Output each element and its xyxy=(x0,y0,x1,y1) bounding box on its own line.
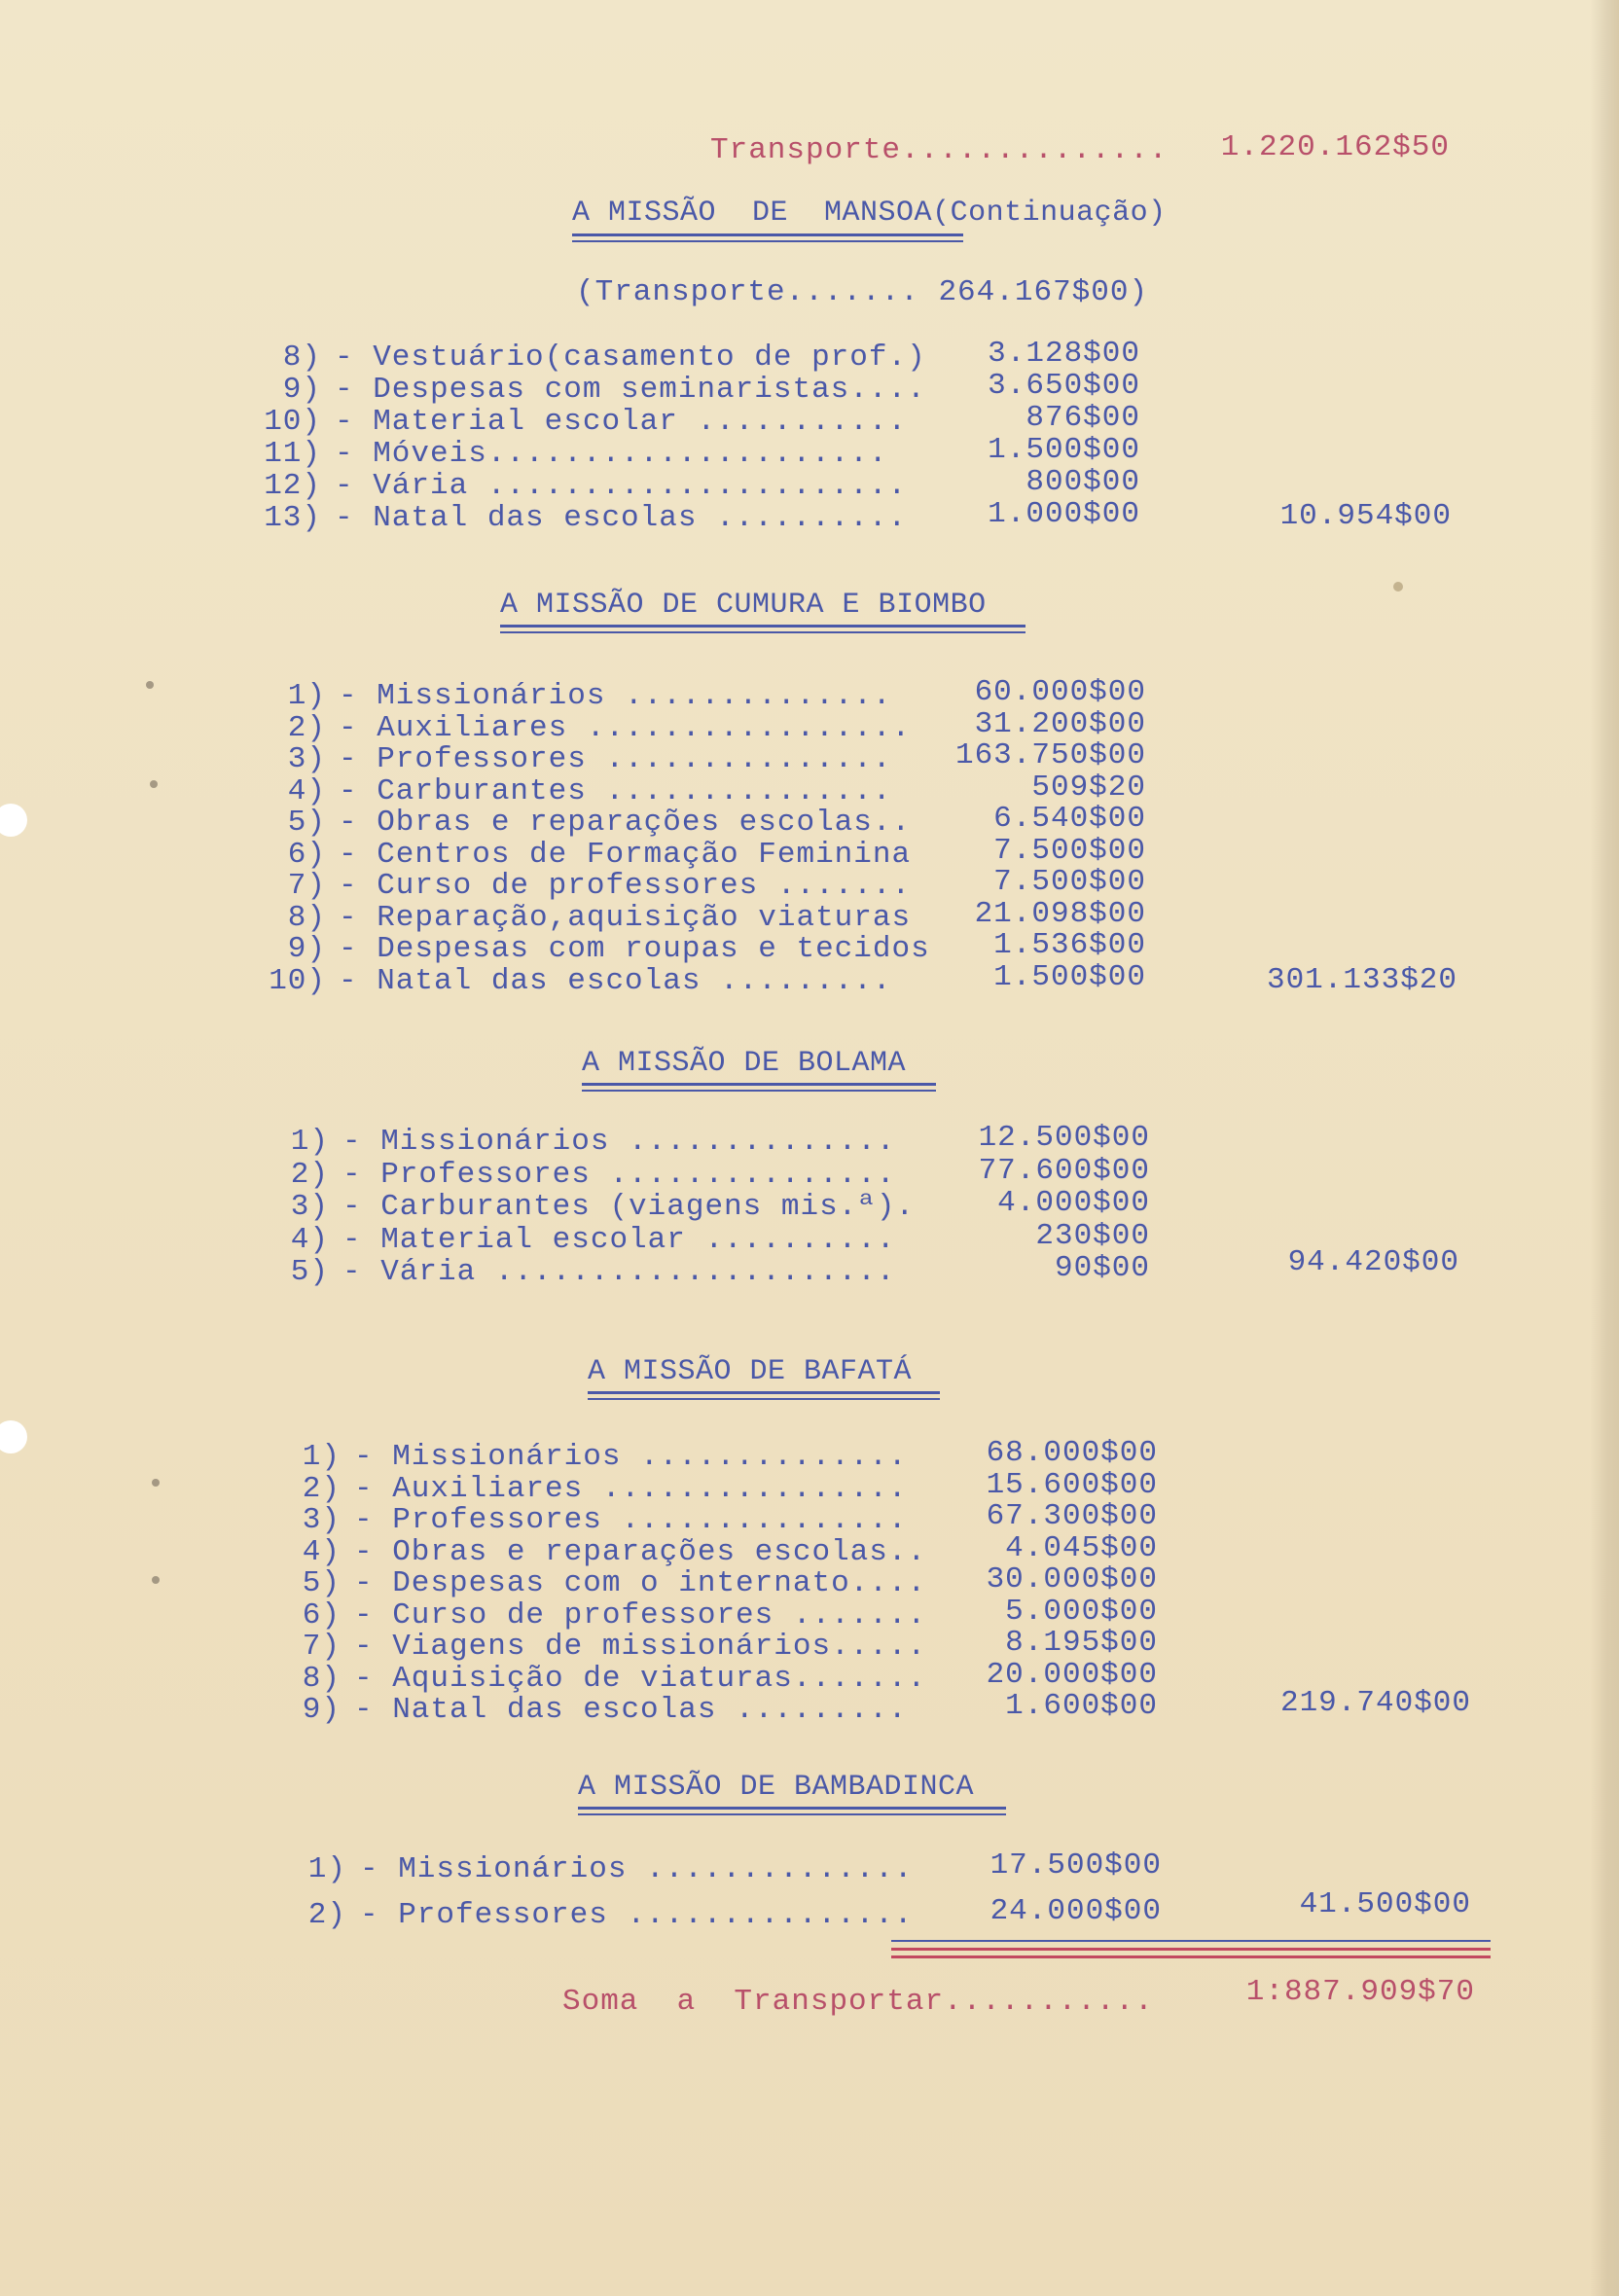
item-value: 230$00 xyxy=(1035,1219,1150,1253)
item-number: 1) xyxy=(287,679,326,713)
item-number: 13) xyxy=(264,501,321,535)
item-number: 3) xyxy=(287,742,326,776)
item-value: 1.500$00 xyxy=(993,960,1146,994)
section-title-cumura: A MISSÃO DE CUMURA E BIOMBO xyxy=(500,589,987,622)
item-label: - Vária ..................... xyxy=(342,1255,896,1289)
item-number: 10) xyxy=(269,964,326,998)
item-value: 31.200$00 xyxy=(974,707,1146,741)
item-number: 1) xyxy=(307,1852,346,1886)
section-total: 94.420$00 xyxy=(1287,1245,1459,1279)
item-number: 6) xyxy=(302,1598,341,1632)
item-number: 1) xyxy=(290,1125,329,1159)
item-label: - Natal das escolas .......... xyxy=(335,501,908,535)
item-number: 1) xyxy=(302,1440,341,1474)
item-value: 800$00 xyxy=(1025,465,1140,499)
item-label: - Obras e reparações escolas.. xyxy=(339,806,912,840)
item-value: 5.000$00 xyxy=(1005,1595,1158,1629)
item-value: 3.128$00 xyxy=(988,337,1140,371)
item-number: 2) xyxy=(302,1472,341,1506)
item-value: 77.600$00 xyxy=(978,1154,1150,1188)
item-label: - Despesas com roupas e tecidos xyxy=(339,932,930,966)
item-label: - Natal das escolas ......... xyxy=(354,1693,908,1727)
section-total: 41.500$00 xyxy=(1299,1887,1471,1921)
item-value: 7.500$00 xyxy=(993,834,1146,868)
item-value: 6.540$00 xyxy=(993,802,1146,836)
item-value: 1.500$00 xyxy=(988,433,1140,467)
item-label: - Auxiliares ................. xyxy=(339,711,912,745)
item-label: - Missionários .............. xyxy=(360,1852,914,1886)
item-value: 60.000$00 xyxy=(974,675,1146,709)
item-label: - Viagens de missionários..... xyxy=(354,1630,927,1664)
item-value: 17.500$00 xyxy=(989,1848,1162,1883)
item-label: - Móveis..................... xyxy=(335,437,888,471)
title-underline xyxy=(572,240,963,242)
total-rule-red xyxy=(891,1955,1491,1958)
paper-edge-shadow xyxy=(1590,0,1619,2296)
item-number: 5) xyxy=(290,1255,329,1289)
item-value: 12.500$00 xyxy=(978,1121,1150,1155)
section-title-bolama: A MISSÃO DE BOLAMA xyxy=(582,1047,907,1080)
item-value: 509$20 xyxy=(1031,771,1146,805)
item-label: - Despesas com o internato.... xyxy=(354,1566,927,1600)
item-number: 12) xyxy=(264,469,321,503)
item-number: 6) xyxy=(287,838,326,872)
transport-value: 1.220.162$50 xyxy=(1220,130,1450,164)
item-value: 24.000$00 xyxy=(989,1894,1162,1928)
item-label: - Carburantes (viagens mis.ª). xyxy=(342,1190,916,1224)
title-underline xyxy=(588,1398,940,1400)
item-number: 7) xyxy=(287,869,326,903)
item-value: 1.536$00 xyxy=(993,928,1146,962)
item-value: 876$00 xyxy=(1025,401,1140,435)
item-label: - Obras e reparações escolas.. xyxy=(354,1535,927,1569)
item-value: 163.750$00 xyxy=(954,738,1146,772)
section-title-mansoa: A MISSÃO DE MANSOA(Continuação) xyxy=(572,197,1167,230)
item-number: 2) xyxy=(307,1898,346,1932)
section-title-bambadinca: A MISSÃO DE BAMBADINCA xyxy=(578,1771,975,1804)
paper-stain xyxy=(1393,582,1403,592)
item-value: 68.000$00 xyxy=(986,1436,1158,1470)
section-total: 301.133$20 xyxy=(1266,963,1457,997)
item-value: 1.600$00 xyxy=(1005,1689,1158,1723)
punch-hole xyxy=(0,804,27,837)
sum-transport-label: Soma a Transportar........... xyxy=(562,1985,1154,2019)
item-number: 8) xyxy=(282,341,321,375)
transport-label: Transporte.............. xyxy=(710,133,1169,167)
item-label: - Vestuário(casamento de prof.) xyxy=(335,341,926,375)
item-number: 9) xyxy=(282,373,321,407)
total-rule-blue xyxy=(891,1940,1491,1942)
item-number: 11) xyxy=(264,437,321,471)
carry-forward-line: (Transporte....... 264.167$00) xyxy=(576,275,1149,309)
item-label: - Auxiliares ................ xyxy=(354,1472,908,1506)
title-underline xyxy=(572,233,963,236)
item-value: 1.000$00 xyxy=(988,497,1140,531)
item-number: 10) xyxy=(264,405,321,439)
paper-speck xyxy=(152,1576,160,1584)
item-value: 3.650$00 xyxy=(988,369,1140,403)
item-label: - Carburantes ............... xyxy=(339,774,892,808)
item-label: - Curso de professores ....... xyxy=(339,869,912,903)
total-rule-red xyxy=(891,1948,1491,1951)
section-total: 10.954$00 xyxy=(1279,499,1452,533)
title-underline xyxy=(500,631,1025,633)
item-label: - Missionários .............. xyxy=(342,1125,896,1159)
item-number: 4) xyxy=(290,1223,329,1257)
item-number: 9) xyxy=(287,932,326,966)
item-value: 4.045$00 xyxy=(1005,1531,1158,1565)
section-total: 219.740$00 xyxy=(1279,1686,1471,1720)
item-number: 2) xyxy=(290,1158,329,1192)
item-value: 21.098$00 xyxy=(974,897,1146,931)
item-label: - Aquisição de viaturas....... xyxy=(354,1662,927,1696)
section-title-bafata: A MISSÃO DE BAFATÁ xyxy=(588,1355,913,1388)
item-number: 7) xyxy=(302,1630,341,1664)
item-label: - Professores ............... xyxy=(354,1503,908,1537)
title-underline xyxy=(582,1090,936,1092)
item-value: 67.300$00 xyxy=(986,1499,1158,1533)
sum-transport-value: 1:887.909$70 xyxy=(1245,1975,1475,2009)
item-label: - Despesas com seminaristas.... xyxy=(335,373,926,407)
item-label: - Missionários .............. xyxy=(339,679,892,713)
item-number: 4) xyxy=(302,1535,341,1569)
item-number: 3) xyxy=(302,1503,341,1537)
item-label: - Professores ............... xyxy=(360,1898,914,1932)
title-underline xyxy=(500,625,1025,628)
item-label: - Vária ...................... xyxy=(335,469,908,503)
paper-speck xyxy=(152,1479,160,1487)
item-label: - Professores ............... xyxy=(342,1158,896,1192)
item-value: 90$00 xyxy=(1054,1251,1150,1285)
item-label: - Material escolar ........... xyxy=(335,405,908,439)
paper-speck xyxy=(150,780,158,788)
item-value: 8.195$00 xyxy=(1005,1626,1158,1660)
item-label: - Material escolar .......... xyxy=(342,1223,896,1257)
title-underline xyxy=(578,1807,1006,1810)
item-label: - Professores ............... xyxy=(339,742,892,776)
item-number: 5) xyxy=(287,806,326,840)
item-value: 30.000$00 xyxy=(986,1562,1158,1596)
item-value: 15.600$00 xyxy=(986,1468,1158,1502)
item-label: - Natal das escolas ......... xyxy=(339,964,892,998)
item-value: 4.000$00 xyxy=(997,1186,1150,1220)
title-underline xyxy=(582,1083,936,1086)
item-number: 3) xyxy=(290,1190,329,1224)
item-label: - Reparação,aquisição viaturas xyxy=(339,901,912,935)
item-label: - Centros de Formação Feminina xyxy=(339,838,912,872)
item-number: 8) xyxy=(287,901,326,935)
item-label: - Missionários .............. xyxy=(354,1440,908,1474)
item-number: 9) xyxy=(302,1693,341,1727)
item-label: - Curso de professores ....... xyxy=(354,1598,927,1632)
title-underline xyxy=(588,1391,940,1394)
item-number: 4) xyxy=(287,774,326,808)
item-number: 2) xyxy=(287,711,326,745)
paper-speck xyxy=(146,681,154,689)
punch-hole xyxy=(0,1420,27,1453)
item-value: 20.000$00 xyxy=(986,1658,1158,1692)
title-underline xyxy=(578,1813,1006,1815)
item-value: 7.500$00 xyxy=(993,865,1146,899)
item-number: 5) xyxy=(302,1566,341,1600)
item-number: 8) xyxy=(302,1662,341,1696)
